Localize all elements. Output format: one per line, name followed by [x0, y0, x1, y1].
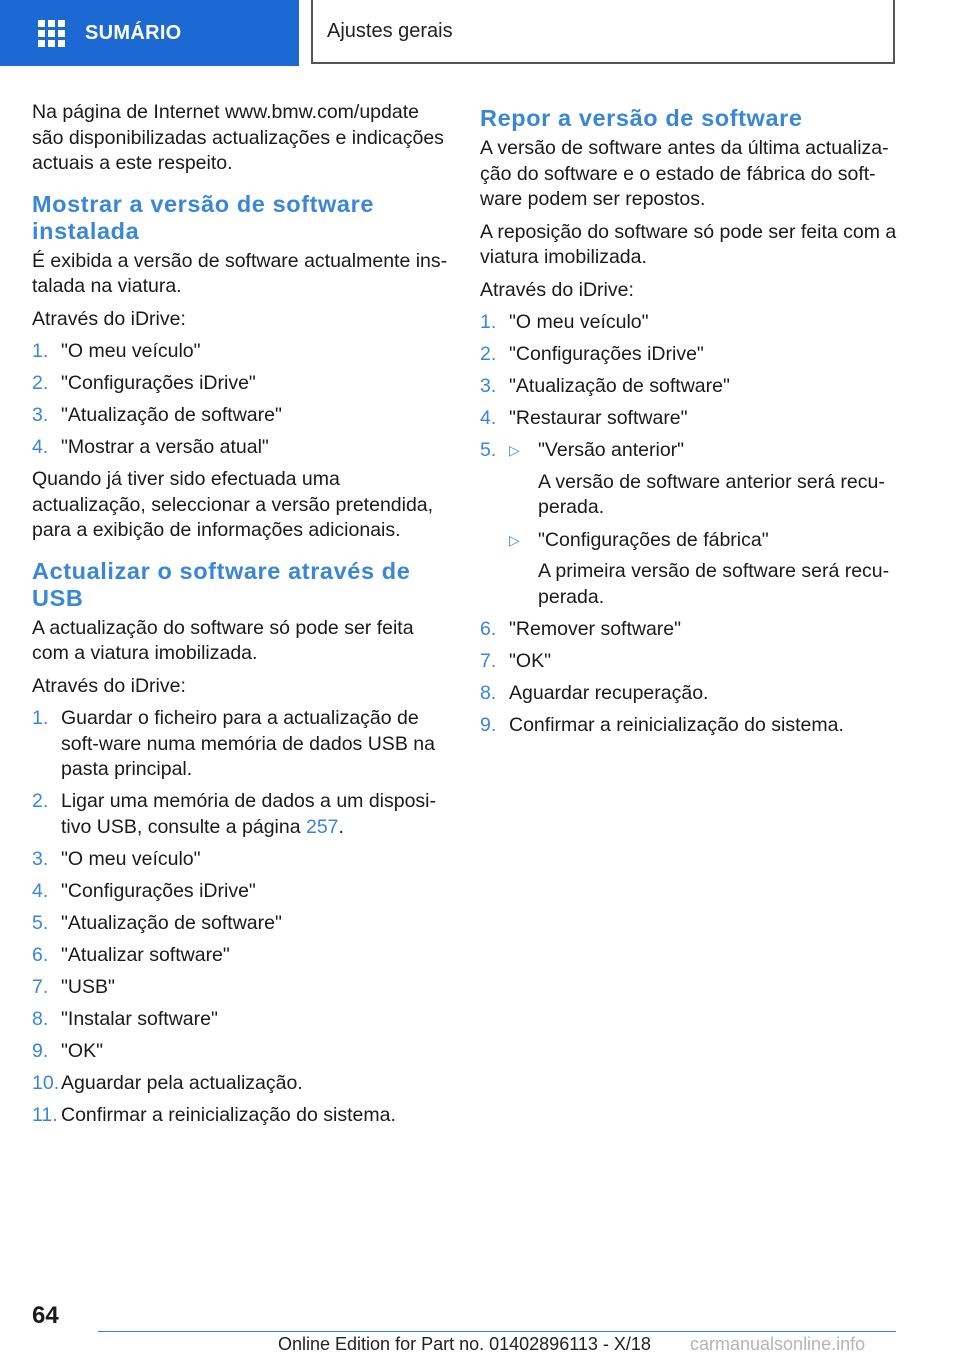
list-item: [480, 713, 900, 739]
step-number: 4.: [480, 407, 497, 429]
section-title: Ajustes gerais: [327, 19, 453, 42]
option-label: "Configurações de fábrica": [538, 528, 769, 551]
step-text: "O meu veículo": [61, 340, 201, 362]
step-text: "Mostrar a versão atual": [61, 436, 269, 458]
list-item: [32, 371, 452, 397]
step-text: Aguardar recuperação.: [509, 682, 709, 704]
step-text: "Atualização de software": [61, 911, 282, 934]
step-number: 9.: [32, 1039, 49, 1062]
triangle-right-icon: ▷: [509, 531, 520, 548]
step-text: "Atualizar software": [61, 943, 230, 966]
intro-paragraph: Na página de Internet www.bmw.com/update são disponibilizadas actualizações e indicações actuais a este respeito.: [32, 101, 444, 174]
list-item: [480, 438, 900, 610]
step-number: 9.: [480, 714, 497, 736]
option-label: "Versão anterior": [538, 439, 685, 461]
steps-restore-version: [480, 310, 900, 739]
step-text: "USB": [61, 975, 115, 998]
list-item: [32, 1039, 452, 1065]
step-text: Aguardar pela actualização.: [61, 1071, 303, 1094]
step-text: "Atualização de software": [61, 404, 282, 426]
paragraph: A reposição do software só pode ser feita com a viatura imobilizada.: [480, 220, 897, 268]
paragraph: É exibida a versão de software actualmente ins-talada na viatura.: [32, 249, 448, 297]
list-item: [32, 706, 452, 783]
list-item: [32, 1103, 452, 1129]
step-text: Ligar uma memória de dados a um disposi-tivo USB, consulte a página: [61, 790, 437, 838]
heading-restore-version: Repor a versão de software: [480, 105, 803, 131]
step-number: 2.: [32, 372, 49, 394]
list-item: [480, 406, 900, 432]
step-options: [509, 438, 900, 610]
step-text: "OK": [61, 1039, 104, 1062]
watermark: carmanualsonline.info: [690, 1334, 866, 1354]
step-text: "Configurações iDrive": [61, 879, 256, 902]
step-number: 1.: [32, 707, 49, 729]
footer-divider: [98, 1331, 896, 1332]
step-text: "O meu veículo": [61, 847, 201, 870]
toc-label: SUMÁRIO: [85, 21, 182, 44]
step-text: "Configurações iDrive": [61, 372, 256, 394]
paragraph: Através do iDrive:: [480, 278, 634, 301]
list-item: [480, 649, 900, 675]
step-number: 8.: [480, 682, 497, 704]
step-number: 3.: [480, 375, 497, 397]
step-text: "Atualização de software": [509, 375, 730, 397]
list-item: [32, 943, 452, 969]
paragraph: Quando já tiver sido efectuada uma actualização, seleccionar a versão pretendida, para a exibição de informações adicionais.: [32, 468, 434, 541]
list-item: [480, 342, 900, 368]
page-number: 64: [32, 1302, 59, 1329]
list-item: [32, 789, 452, 840]
list-item: [32, 339, 452, 365]
option-description: A versão de software anterior será recu-perada.: [538, 470, 885, 518]
paragraph: Através do iDrive:: [32, 307, 186, 330]
list-item: [32, 435, 452, 461]
list-item: [480, 310, 900, 336]
toc-button[interactable]: [0, 0, 299, 66]
grid-menu-icon: [38, 20, 65, 47]
step-number: 3.: [32, 847, 49, 870]
step-text: Confirmar a reinicialização do sistema.: [509, 714, 844, 736]
step-number: 2.: [480, 343, 497, 365]
step-number: 3.: [32, 404, 49, 426]
step-text: Confirmar a reinicialização do sistema.: [61, 1103, 396, 1126]
top-bar: [0, 0, 960, 66]
step-text: "Configurações iDrive": [509, 343, 704, 365]
list-item: [480, 617, 900, 643]
list-item: [32, 1007, 452, 1033]
step-number: 5.: [480, 439, 497, 461]
step-number: 1.: [480, 311, 497, 333]
step-number: 6.: [32, 943, 49, 966]
section-tab[interactable]: [311, 0, 895, 64]
list-item: [480, 374, 900, 400]
step-text: Guardar o ficheiro para a actualização de soft-ware numa memória de dados USB na pasta principal.: [61, 707, 435, 780]
list-item: [32, 1071, 452, 1097]
step-text: "OK": [509, 650, 552, 672]
list-item: [32, 975, 452, 1001]
step-number: 6.: [480, 618, 497, 640]
list-item: [32, 879, 452, 905]
paragraph: A actualização do software só pode ser feita com a viatura imobilizada.: [32, 616, 414, 664]
step-text-end: .: [338, 815, 344, 838]
step-text: "O meu veículo": [509, 311, 649, 333]
heading-update-usb: Actualizar o software através de USB: [32, 557, 411, 611]
list-item: [32, 403, 452, 429]
paragraph: Através do iDrive:: [32, 674, 186, 697]
step-text: "Restaurar software": [509, 407, 688, 429]
list-item: [32, 847, 452, 873]
step-text: "Remover software": [509, 618, 682, 640]
option-previous-version: [509, 438, 900, 464]
step-number: 7.: [32, 975, 49, 998]
step-number: 4.: [32, 879, 49, 902]
page-link[interactable]: 257: [305, 815, 339, 838]
right-column: [480, 100, 900, 745]
step-number: 7.: [480, 650, 497, 672]
list-item: [480, 681, 900, 707]
step-number: 5.: [32, 911, 49, 934]
step-number: 4.: [32, 436, 49, 458]
left-column: [32, 100, 452, 1135]
steps-update-usb: [32, 706, 452, 1128]
option-description: A primeira versão de software será recu-perada.: [538, 560, 890, 608]
step-number: 1.: [32, 340, 49, 362]
step-number: 11.: [32, 1103, 58, 1126]
list-item: [32, 911, 452, 937]
step-number: 8.: [32, 1007, 49, 1030]
option-factory-settings: [509, 528, 900, 554]
footer-edition: Online Edition for Part no. 01402896113 - X/18: [278, 1334, 651, 1354]
step-text: "Instalar software": [61, 1007, 218, 1030]
steps-show-version: [32, 339, 452, 461]
triangle-right-icon: ▷: [509, 442, 520, 458]
step-number: 2.: [32, 790, 49, 812]
step-number: 10.: [32, 1071, 60, 1094]
paragraph: A versão de software antes da última actualiza-ção do software e o estado de fábrica do soft-ware podem ser repostos.: [480, 137, 889, 210]
heading-show-version: Mostrar a versão de software instalada: [32, 190, 375, 244]
